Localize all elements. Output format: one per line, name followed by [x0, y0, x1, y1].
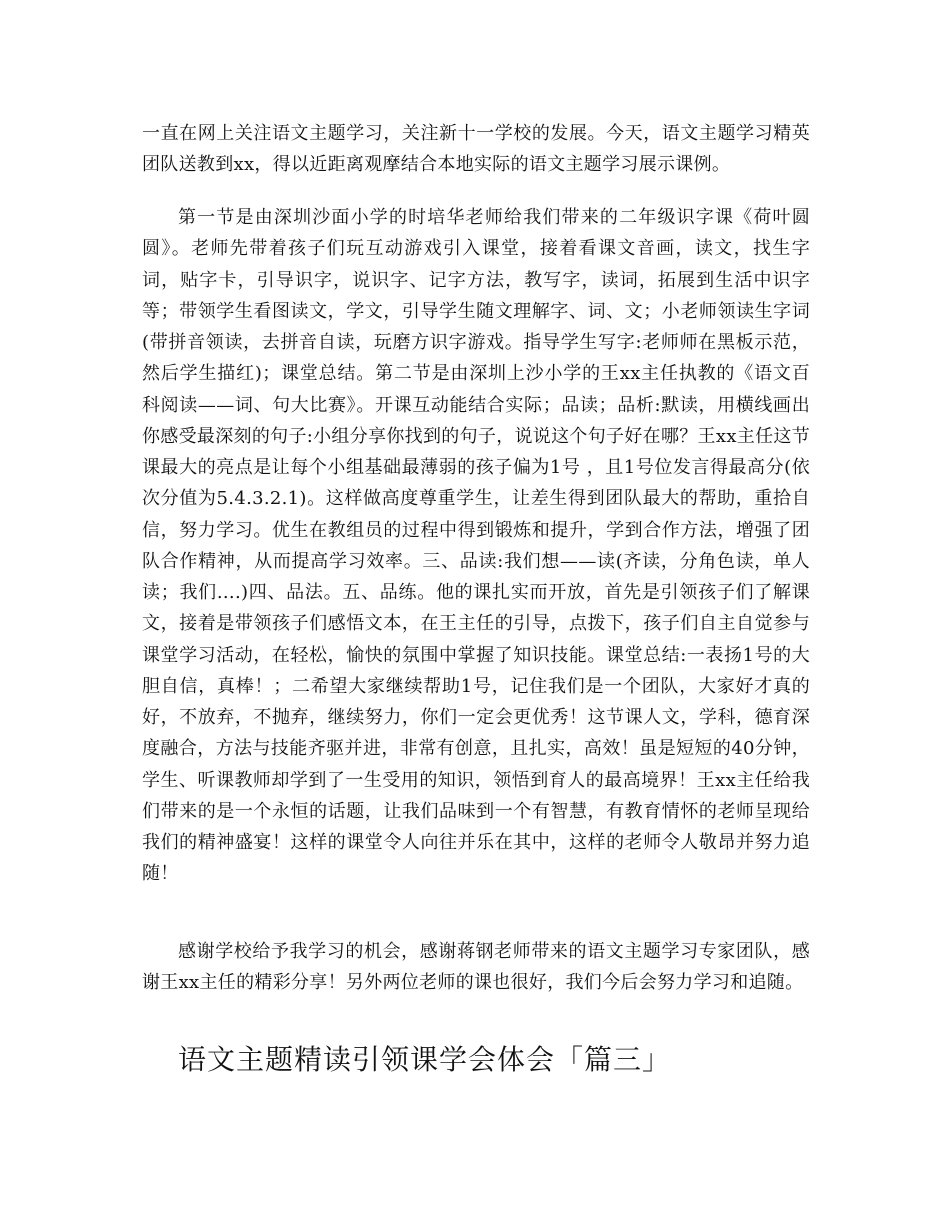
paragraph-thanks: 感谢学校给予我学习的机会，感谢蒋钢老师带来的语文主题学习专家团队，感谢王xx主任的精彩分享！另外两位老师的课也很好，我们今后会努力学习和追随。: [142, 941, 810, 994]
paragraph-lessons: 第一节是由深圳沙面小学的时培华老师给我们带来的二年级识字课《荷叶圆圆》。老师先带着孩子们玩互动游戏引入课堂，接着看课文音画，读文，找生字词，贴字卡，引导识字，说识字、记字方法，教写字，读词，拓展到生活中识字等；带领学生看图读文，学文，引导学生随文理解字、词、文；小老师领读生字词(带拼音领读，去拼音自读，玩磨方识字游戏。指导学生写字:老师师在黑板示范，然后学生描红)；课堂总结。第二节是由深圳上沙小学的王xx主任执教的《语文百科阅读——词、句大比赛》。开课互动能结合实际；品读；品析:默读，用横线画出你感受最深刻的句子:小组分享你找到的句子，说说这个句子好在哪？王xx主任这节课最大的亮点是让每个小组基础最薄弱的孩子偏为1号 ，且1号位发言得最高分(依次分值为5.4.3.2.1)。这样做高度尊重学生，让差生得到团队最大的帮助，重拾自信，努力学习。优生在教组员的过程中得到锻炼和提升，学到合作方法，增强了团队合作精神，从而提高学习效率。三、品读:我们想——读(齐读，分角色读，单人读；我们....)四、品法。五、品练。他的课扎实而开放，首先是引领孩子们了解课文，接着是带领孩子们感悟文本，在王主任的引导，点拨下，孩子们自主自觉参与课堂学习活动，在轻松，愉快的氛围中掌握了知识技能。课堂总结:一表扬1号的大胆自信，真棒！；二希望大家继续帮助1号，记住我们是一个团队，大家好才真的好，不放弃，不抛弃，继续努力，你们一定会更优秀！这节课人文，学科，德育深度融合，方法与技能齐驱并进，非常有创意，且扎实，高效！虽是短短的40分钟，学生、听课教师却学到了一生受用的知识，领悟到育人的最高境界！王xx主任给我们带来的是一个永恒的话题，让我们品味到一个有智慧，有教育情怀的老师呈现给我们的精神盛宴！这样的课堂令人向往并乐在其中，这样的老师令人敬昂并努力追随！: [142, 207, 810, 885]
paragraph-intro: 一直在网上关注语文主题学习，关注新十一学校的发展。今天，语文主题学习精英团队送教到xx，得以近距离观摩结合本地实际的语文主题学习展示课例。: [142, 123, 810, 176]
section-heading: 语文主题精读引领课学会体会「篇三」: [178, 1043, 672, 1076]
